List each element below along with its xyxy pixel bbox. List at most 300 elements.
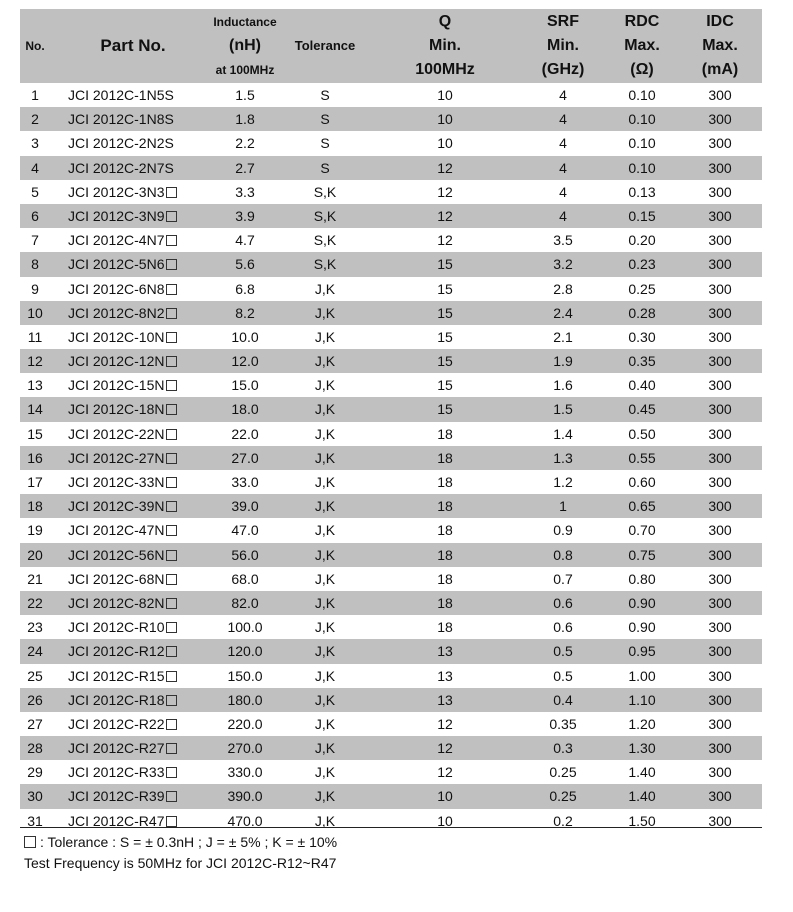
cell-rdc-max-text: 0.10 <box>628 111 656 128</box>
cell-part-no <box>68 784 198 808</box>
cell-srf-min-text: 0.4 <box>553 691 573 708</box>
cell-srf-min-text: 4 <box>559 183 567 200</box>
cell-part-no <box>68 615 198 639</box>
frequency-note-text: Test Frequency is 50MHz for JCI 2012C-R12~R47 <box>24 855 337 871</box>
cell-q-min <box>397 543 493 567</box>
cell-part-no-text: JCI 2012C-47N <box>68 522 165 539</box>
header-tolerance <box>282 9 368 83</box>
cell-q-min <box>397 664 493 688</box>
cell-no <box>20 228 50 252</box>
cell-inductance-text: 33.0 <box>231 474 259 490</box>
cell-part-no <box>68 107 198 131</box>
cell-inductance-text: 47.0 <box>231 522 259 539</box>
tolerance-placeholder-box-icon <box>166 332 177 343</box>
cell-srf-min <box>518 518 608 542</box>
cell-part-no-text: JCI 2012C-R15 <box>68 667 165 684</box>
cell-inductance <box>206 688 284 712</box>
cell-no-text: 10 <box>27 304 43 321</box>
cell-srf-min-text: 1 <box>559 498 567 515</box>
table-row <box>20 615 762 639</box>
cell-part-no-text: JCI 2012C-15N <box>68 377 165 394</box>
cell-q-min-text: 18 <box>437 594 453 611</box>
cell-inductance <box>206 809 284 833</box>
cell-rdc-max-text: 0.35 <box>628 353 656 370</box>
cell-no <box>20 131 50 155</box>
cell-idc-max <box>680 809 760 833</box>
cell-rdc-max <box>603 301 681 325</box>
cell-rdc-max <box>603 567 681 591</box>
cell-srf-min-text: 2.4 <box>553 304 573 321</box>
cell-inductance <box>206 591 284 615</box>
cell-part-no <box>68 567 198 591</box>
cell-tolerance <box>282 277 368 301</box>
table-row <box>20 325 762 349</box>
cell-rdc-max-text: 0.90 <box>628 619 656 636</box>
cell-part-no-text: JCI 2012C-3N9 <box>68 207 165 224</box>
cell-srf-min <box>518 107 608 131</box>
cell-part-no-text: JCI 2012C-R47 <box>68 812 165 829</box>
cell-q-min-text: 13 <box>437 691 453 708</box>
cell-part-no-text: JCI 2012C-10N <box>68 328 165 345</box>
cell-no-text: 29 <box>27 764 43 781</box>
cell-tolerance-text: S,K <box>313 232 337 249</box>
table-row <box>20 784 762 808</box>
table-row <box>20 422 762 446</box>
cell-part-no-text: JCI 2012C-R10 <box>68 619 165 636</box>
cell-no <box>20 446 50 470</box>
cell-inductance-text: 2.7 <box>235 159 255 176</box>
cell-no <box>20 83 50 107</box>
cell-inductance-text: 2.2 <box>235 135 255 152</box>
cell-rdc-max-text: 0.23 <box>628 256 656 273</box>
cell-idc-max-text: 300 <box>708 135 732 152</box>
cell-tolerance-text: S <box>320 135 330 152</box>
cell-rdc-max-text: 0.15 <box>628 207 656 224</box>
cell-inductance <box>206 349 284 373</box>
cell-q-min <box>397 277 493 301</box>
cell-no-text: 23 <box>27 619 43 636</box>
cell-no-text: 28 <box>27 740 43 757</box>
cell-rdc-max-text: 0.70 <box>628 522 656 539</box>
cell-part-no <box>68 373 198 397</box>
cell-idc-max-text: 300 <box>708 328 732 345</box>
cell-part-no <box>68 397 198 421</box>
cell-part-no <box>68 712 198 736</box>
checkbox-symbol-icon <box>24 836 36 848</box>
cell-no-text: 25 <box>27 667 43 684</box>
cell-inductance-text: 150.0 <box>227 667 263 684</box>
cell-q-min-text: 13 <box>437 667 453 684</box>
cell-srf-min <box>518 373 608 397</box>
header-rdc-line-2: Max. <box>624 37 660 54</box>
cell-q-min-text: 10 <box>437 812 453 829</box>
cell-inductance <box>206 252 284 276</box>
table-row <box>20 688 762 712</box>
cell-part-no <box>68 422 198 446</box>
cell-no-text: 14 <box>27 401 43 418</box>
cell-inductance <box>206 422 284 446</box>
cell-inductance <box>206 784 284 808</box>
table-row <box>20 180 762 204</box>
cell-part-no <box>68 228 198 252</box>
cell-no-text: 18 <box>27 498 43 515</box>
cell-srf-min-text: 0.9 <box>553 522 573 539</box>
cell-tolerance-text: J,K <box>314 474 336 490</box>
cell-rdc-max <box>603 252 681 276</box>
cell-part-no <box>68 494 198 518</box>
cell-inductance-text: 39.0 <box>231 498 259 515</box>
cell-srf-min-text: 2.8 <box>553 280 573 297</box>
cell-inductance <box>206 83 284 107</box>
cell-q-min <box>397 180 493 204</box>
cell-no-text: 4 <box>31 159 39 176</box>
header-q-line-1: Q <box>438 13 452 30</box>
cell-rdc-max-text: 0.10 <box>628 159 656 176</box>
cell-rdc-max <box>603 277 681 301</box>
cell-q-min <box>397 518 493 542</box>
cell-rdc-max <box>603 373 681 397</box>
cell-q-min-text: 10 <box>437 135 453 152</box>
cell-srf-min <box>518 131 608 155</box>
cell-idc-max-text: 300 <box>708 425 732 442</box>
cell-tolerance <box>282 204 368 228</box>
tolerance-placeholder-box-icon <box>166 187 177 198</box>
cell-part-no <box>68 591 198 615</box>
cell-inductance <box>206 373 284 397</box>
table-row <box>20 373 762 397</box>
cell-rdc-max-text: 1.10 <box>628 691 656 708</box>
cell-rdc-max-text: 1.50 <box>628 812 656 829</box>
cell-part-no-text: JCI 2012C-39N <box>68 498 165 515</box>
spec-table <box>20 9 762 833</box>
cell-no-text: 30 <box>27 788 43 805</box>
cell-q-min <box>397 470 493 494</box>
cell-part-no <box>68 446 198 470</box>
cell-tolerance-text: S <box>320 159 330 176</box>
cell-rdc-max <box>603 131 681 155</box>
cell-q-min <box>397 712 493 736</box>
cell-idc-max <box>680 373 760 397</box>
cell-idc-max-text: 300 <box>708 280 732 297</box>
cell-q-min <box>397 688 493 712</box>
cell-part-no <box>68 349 198 373</box>
cell-q-min-text: 15 <box>437 401 453 418</box>
cell-q-min <box>397 349 493 373</box>
cell-part-no <box>68 301 198 325</box>
cell-rdc-max <box>603 688 681 712</box>
cell-no-text: 5 <box>31 183 39 200</box>
cell-tolerance <box>282 397 368 421</box>
cell-q-min-text: 12 <box>437 764 453 781</box>
cell-q-min-text: 13 <box>437 643 453 660</box>
cell-tolerance-text: J,K <box>314 425 336 442</box>
cell-part-no <box>68 760 198 784</box>
cell-inductance <box>206 301 284 325</box>
cell-no <box>20 615 50 639</box>
cell-idc-max <box>680 760 760 784</box>
cell-tolerance <box>282 760 368 784</box>
tolerance-placeholder-box-icon <box>166 767 177 778</box>
cell-tolerance-text: J,K <box>314 401 336 418</box>
cell-tolerance <box>282 591 368 615</box>
cell-idc-max-text: 300 <box>708 740 732 757</box>
cell-idc-max-text: 300 <box>708 619 732 636</box>
cell-inductance-text: 100.0 <box>227 619 263 636</box>
cell-idc-max-text: 300 <box>708 594 732 611</box>
cell-tolerance-text: J,K <box>314 619 336 636</box>
cell-part-no <box>68 180 198 204</box>
cell-tolerance-text: J,K <box>314 280 336 297</box>
cell-no-text: 3 <box>31 135 39 152</box>
cell-inductance-text: 4.7 <box>235 232 255 249</box>
cell-idc-max-text: 300 <box>708 764 732 781</box>
cell-tolerance-text: J,K <box>314 328 336 345</box>
header-inductance-line-1: Inductance <box>213 15 277 29</box>
cell-idc-max <box>680 397 760 421</box>
cell-rdc-max <box>603 446 681 470</box>
cell-no <box>20 277 50 301</box>
cell-no-text: 20 <box>27 546 43 563</box>
cell-q-min-text: 18 <box>437 570 453 587</box>
cell-tolerance <box>282 83 368 107</box>
cell-rdc-max-text: 0.10 <box>628 135 656 152</box>
header-inductance-line-3: at 100MHz <box>215 63 275 77</box>
cell-idc-max-text: 300 <box>708 667 732 684</box>
cell-part-no-text: JCI 2012C-27N <box>68 449 165 466</box>
cell-q-min <box>397 301 493 325</box>
cell-idc-max <box>680 688 760 712</box>
cell-idc-max-text: 300 <box>708 474 732 490</box>
cell-no-text: 13 <box>27 377 43 394</box>
tolerance-placeholder-box-icon <box>166 235 177 246</box>
cell-idc-max-text: 300 <box>708 691 732 708</box>
header-rdc-line-1: RDC <box>624 13 660 30</box>
cell-tolerance <box>282 373 368 397</box>
tolerance-placeholder-box-icon <box>166 501 177 512</box>
cell-tolerance-text: J,K <box>314 304 336 321</box>
cell-rdc-max-text: 0.90 <box>628 594 656 611</box>
tolerance-placeholder-box-icon <box>166 429 177 440</box>
header-srf-line-1: SRF <box>547 13 579 30</box>
cell-tolerance-text: S,K <box>313 256 337 273</box>
footer-divider <box>20 827 762 828</box>
cell-srf-min <box>518 470 608 494</box>
cell-srf-min <box>518 494 608 518</box>
cell-tolerance <box>282 736 368 760</box>
cell-srf-min-text: 0.7 <box>553 570 573 587</box>
cell-q-min <box>397 107 493 131</box>
cell-inductance <box>206 180 284 204</box>
cell-rdc-max-text: 0.60 <box>628 474 656 490</box>
cell-no <box>20 664 50 688</box>
table-row <box>20 156 762 180</box>
tolerance-placeholder-box-icon <box>166 453 177 464</box>
cell-part-no <box>68 252 198 276</box>
cell-srf-min-text: 1.9 <box>553 353 573 370</box>
cell-srf-min-text: 4 <box>559 87 567 103</box>
cell-idc-max <box>680 131 760 155</box>
cell-rdc-max <box>603 712 681 736</box>
cell-part-no-text: JCI 2012C-56N <box>68 546 165 563</box>
table-header <box>20 9 762 83</box>
cell-rdc-max <box>603 83 681 107</box>
cell-inductance-text: 330.0 <box>227 764 263 781</box>
cell-idc-max <box>680 349 760 373</box>
cell-q-min-text: 12 <box>437 207 453 224</box>
cell-rdc-max-text: 0.95 <box>628 643 656 660</box>
cell-part-no <box>68 664 198 688</box>
cell-tolerance <box>282 107 368 131</box>
cell-idc-max-text: 300 <box>708 546 732 563</box>
cell-rdc-max <box>603 784 681 808</box>
table-row <box>20 349 762 373</box>
cell-srf-min <box>518 639 608 663</box>
cell-srf-min-text: 0.6 <box>553 619 573 636</box>
cell-inductance-text: 180.0 <box>227 691 263 708</box>
cell-q-min-text: 18 <box>437 619 453 636</box>
cell-inductance-text: 56.0 <box>231 546 259 563</box>
cell-no <box>20 543 50 567</box>
header-srf <box>518 9 608 83</box>
cell-q-min <box>397 83 493 107</box>
cell-q-min <box>397 131 493 155</box>
cell-inductance <box>206 518 284 542</box>
cell-inductance <box>206 325 284 349</box>
cell-inductance-text: 270.0 <box>227 740 263 757</box>
table-row <box>20 760 762 784</box>
cell-tolerance-text: J,K <box>314 715 336 732</box>
cell-rdc-max <box>603 107 681 131</box>
header-q-line-3: 100MHz <box>415 61 475 78</box>
tolerance-placeholder-box-icon <box>166 816 177 827</box>
cell-tolerance <box>282 180 368 204</box>
cell-rdc-max-text: 0.55 <box>628 449 656 466</box>
cell-srf-min-text: 3.5 <box>553 232 573 249</box>
cell-srf-min <box>518 591 608 615</box>
cell-srf-min-text: 0.8 <box>553 546 573 563</box>
cell-q-min-text: 12 <box>437 183 453 200</box>
cell-part-no <box>68 277 198 301</box>
cell-rdc-max-text: 1.40 <box>628 764 656 781</box>
cell-no <box>20 736 50 760</box>
cell-part-no <box>68 809 198 833</box>
cell-inductance <box>206 204 284 228</box>
cell-tolerance <box>282 688 368 712</box>
cell-rdc-max <box>603 615 681 639</box>
cell-inductance <box>206 664 284 688</box>
cell-srf-min <box>518 688 608 712</box>
table-row <box>20 397 762 421</box>
cell-q-min-text: 18 <box>437 474 453 490</box>
cell-tolerance <box>282 784 368 808</box>
cell-q-min-text: 18 <box>437 522 453 539</box>
tolerance-placeholder-box-icon <box>166 211 177 222</box>
cell-idc-max <box>680 664 760 688</box>
header-inductance-line-2: (nH) <box>229 37 261 54</box>
cell-no <box>20 809 50 833</box>
cell-idc-max <box>680 591 760 615</box>
cell-srf-min-text: 4 <box>559 135 567 152</box>
table-row <box>20 470 762 494</box>
cell-tolerance-text: J,K <box>314 740 336 757</box>
cell-part-no-text: JCI 2012C-3N3 <box>68 183 165 200</box>
cell-idc-max <box>680 252 760 276</box>
tolerance-placeholder-box-icon <box>166 598 177 609</box>
cell-srf-min-text: 1.2 <box>553 474 573 490</box>
cell-part-no-text: JCI 2012C-6N8 <box>68 280 165 297</box>
tolerance-note-text: : Tolerance : S = ± 0.3nH ; J = ± 5% ; K = ± 10% <box>40 834 338 850</box>
cell-no <box>20 518 50 542</box>
cell-idc-max-text: 300 <box>708 256 732 273</box>
cell-rdc-max <box>603 228 681 252</box>
cell-srf-min <box>518 446 608 470</box>
cell-no-text: 16 <box>27 449 43 466</box>
cell-part-no-text: JCI 2012C-22N <box>68 425 165 442</box>
cell-inductance-text: 82.0 <box>231 594 259 611</box>
cell-srf-min-text: 0.25 <box>549 788 577 805</box>
cell-rdc-max-text: 0.75 <box>628 546 656 563</box>
cell-inductance <box>206 397 284 421</box>
cell-no-text: 12 <box>27 353 43 370</box>
table-row <box>20 736 762 760</box>
cell-tolerance <box>282 639 368 663</box>
tolerance-placeholder-box-icon <box>166 550 177 561</box>
cell-rdc-max-text: 0.10 <box>628 87 656 103</box>
cell-inductance <box>206 760 284 784</box>
cell-idc-max <box>680 446 760 470</box>
cell-rdc-max-text: 0.28 <box>628 304 656 321</box>
cell-idc-max-text: 300 <box>708 401 732 418</box>
tolerance-placeholder-box-icon <box>166 574 177 585</box>
cell-no-text: 1 <box>31 87 39 103</box>
table-row <box>20 228 762 252</box>
cell-srf-min <box>518 301 608 325</box>
cell-srf-min <box>518 156 608 180</box>
table-row <box>20 664 762 688</box>
header-rdc <box>603 9 681 83</box>
cell-q-min-text: 18 <box>437 425 453 442</box>
cell-inductance-text: 3.9 <box>235 207 255 224</box>
cell-tolerance-text: S,K <box>313 183 337 200</box>
cell-rdc-max <box>603 591 681 615</box>
cell-inductance-text: 1.5 <box>235 87 255 103</box>
cell-srf-min <box>518 204 608 228</box>
tolerance-placeholder-box-icon <box>166 380 177 391</box>
cell-srf-min <box>518 228 608 252</box>
cell-tolerance-text: S <box>320 111 330 128</box>
cell-idc-max-text: 300 <box>708 207 732 224</box>
cell-tolerance-text: J,K <box>314 764 336 781</box>
cell-rdc-max <box>603 397 681 421</box>
tolerance-placeholder-box-icon <box>166 477 177 488</box>
cell-idc-max <box>680 325 760 349</box>
cell-part-no <box>68 639 198 663</box>
cell-q-min <box>397 373 493 397</box>
cell-part-no <box>68 83 198 107</box>
header-idc-line-3: (mA) <box>701 61 739 78</box>
cell-idc-max <box>680 107 760 131</box>
cell-srf-min-text: 0.6 <box>553 594 573 611</box>
cell-idc-max <box>680 277 760 301</box>
cell-tolerance-text: S,K <box>313 207 337 224</box>
cell-rdc-max <box>603 760 681 784</box>
cell-rdc-max-text: 0.45 <box>628 401 656 418</box>
cell-srf-min-text: 1.4 <box>553 425 573 442</box>
cell-idc-max <box>680 204 760 228</box>
cell-q-min <box>397 252 493 276</box>
cell-no-text: 17 <box>27 474 43 490</box>
cell-idc-max-text: 300 <box>708 111 732 128</box>
